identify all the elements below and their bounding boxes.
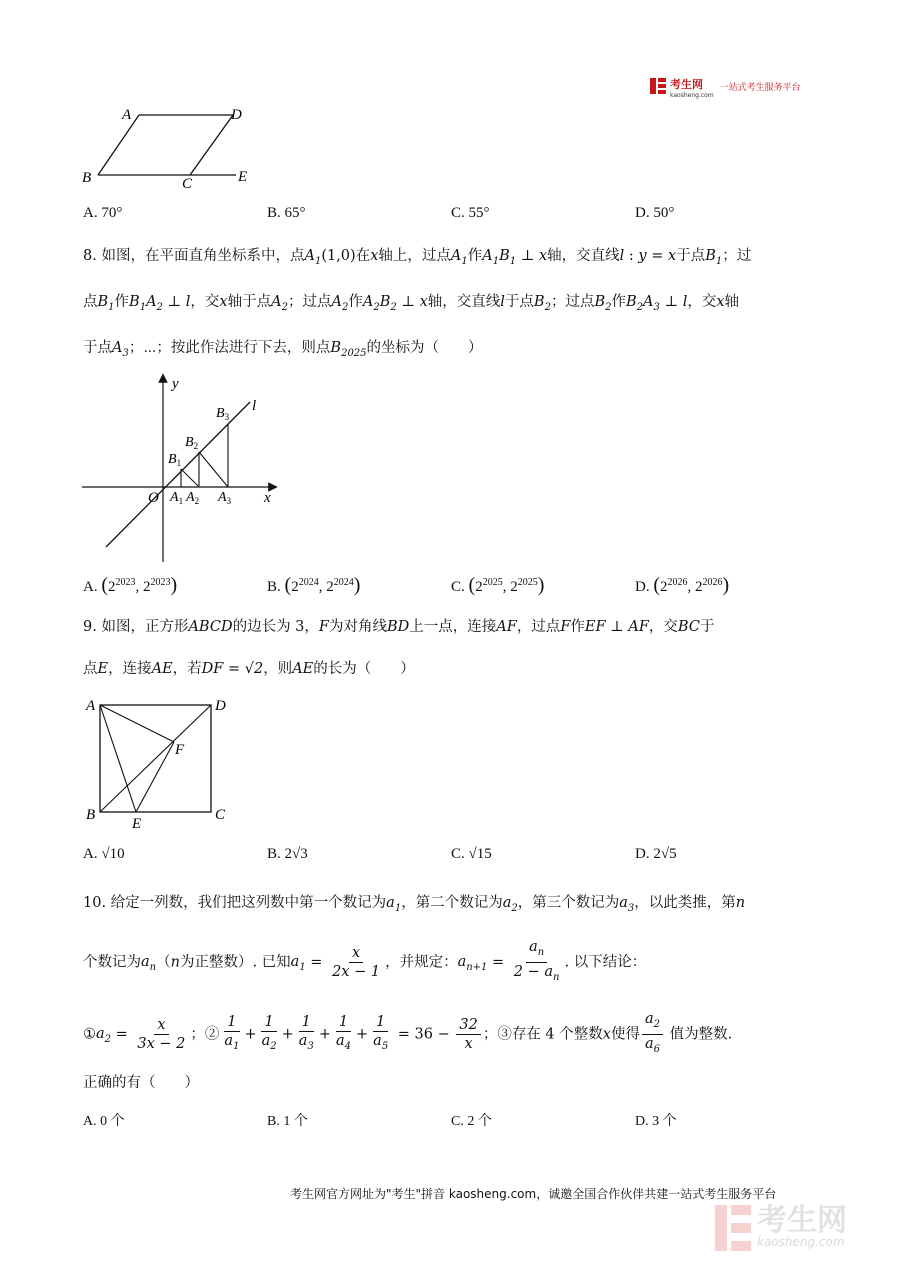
q10-text: 使得 — [610, 1026, 640, 1043]
q8-text: 作 — [114, 294, 130, 310]
q8-line-2: 点$B_1$作$B_1A_2$ ⊥ l，交x轴于点$A_2$；过点$A_2$作$A_2B_2$ ⊥ x轴，交直线l于点$B_2$；过点$B_2$作$B_2A_3$ ⊥ l，交x轴 — [83, 294, 740, 313]
q7-label-D: D — [231, 107, 242, 123]
q7-option-c[interactable]: C. 55° — [451, 205, 490, 221]
q8-text: ；过 — [722, 248, 752, 264]
q10-text: ，第二个数记为 — [401, 895, 503, 911]
q8-text: 的坐标为（ ） — [366, 340, 483, 356]
q8-coordinate-figure — [78, 372, 278, 567]
q8-text: ；⋯；按此作法进行下去，则点 — [128, 340, 331, 356]
q7-option-b[interactable]: B. 65° — [267, 205, 306, 221]
q8-text: 作 — [611, 294, 626, 310]
q8-label-B3: $B_3$ — [216, 406, 230, 422]
q9-text: ，若 — [172, 661, 202, 677]
q9-math: ABCD — [188, 619, 233, 635]
q10-line-2: 个数记为$a_n(n$为正整数）. 已知$a_1$ = $\frac{x}{2x - 1}$ ，并规定：$a_{n+1}$ = $\frac{a_n}{2 - a_n}$ . 以下结论： — [83, 939, 647, 983]
q10-option-c[interactable]: C. 2 个 — [451, 1114, 492, 1129]
q10-text: 给定一列数，我们把这列数中第一个数记为 — [110, 895, 387, 911]
q9-line-2 — [83, 658, 415, 680]
q9-math: F — [560, 619, 571, 635]
q8-text: 于点 — [676, 248, 706, 264]
header-logo — [650, 73, 801, 99]
q9-math: AF — [496, 619, 517, 635]
q10-text: = 36 − — [397, 1026, 450, 1043]
q9-text: 的长为（ ） — [313, 661, 415, 677]
q10-text: ，以此类推，第 — [634, 895, 736, 911]
q9-text: 为对角线 — [328, 619, 387, 635]
q9-text: 作 — [570, 619, 585, 635]
q9-label-B: B — [86, 807, 96, 823]
watermark-wordmark — [757, 1203, 847, 1249]
q10-text: 值为整数. — [669, 1026, 733, 1043]
q9-math: E — [97, 661, 109, 677]
logo-icon — [650, 78, 666, 94]
q9-label-F: F — [175, 742, 185, 758]
q9-math: BC — [677, 619, 700, 635]
q8-text: 轴上，过点 — [378, 248, 451, 264]
q9-text: ，过点 — [516, 619, 561, 635]
q10-text: ；② — [190, 1026, 220, 1043]
q8-text: 如图，在平面直角坐标系中，点 — [101, 248, 305, 264]
q9-text: 的边长为 3， — [232, 619, 319, 635]
q9-option-d[interactable]: D. 2√5 — [635, 846, 677, 862]
q8-label-A2: $A_2$ — [186, 490, 200, 506]
q8-label-O: O — [148, 490, 159, 506]
q9-text: ，连接 — [108, 661, 152, 677]
q9-text: ，交 — [648, 619, 678, 635]
q8-text: 作 — [348, 294, 363, 310]
q8-number: 8. — [83, 248, 97, 264]
q9-option-b[interactable]: B. 2√3 — [267, 846, 308, 862]
q9-option-a[interactable]: A. √10 — [83, 846, 125, 862]
q8-text: 于点 — [504, 294, 534, 310]
q9-math: AE — [292, 661, 314, 677]
q9-math: F — [318, 619, 329, 635]
q8-label-B1: $B_1$ — [168, 452, 182, 468]
q8-text: ；过点 — [550, 294, 595, 310]
q9-option-c[interactable]: C. √15 — [451, 846, 492, 862]
header-tagline: 一站式考生服务平台 — [719, 82, 801, 93]
q7-parallelogram-figure — [78, 100, 268, 195]
q8-label-A1: $A_1$ — [170, 490, 184, 506]
q9-text: 如图，正方形 — [101, 619, 189, 635]
q8-text: 于点 — [83, 340, 112, 356]
q9-text: ，则 — [263, 661, 293, 677]
logo-wordmark — [670, 73, 714, 99]
q7-option-a[interactable]: A. 70° — [83, 205, 123, 221]
q9-math: AE — [151, 661, 173, 677]
q10-line-3: $①a_2$ = $\frac{x}{3x - 2}$ ；② $\frac{1}{a_1}$ + $\frac{1}{a_2}$ + $\frac{1}{a_3}$ + $\frac{1}{a_4}$ + $\frac{1}{a_5}$ = 36 − $\frac{32}{x}$ ；③存在 4 个整数x使得 $\frac{a_2}{a_6}$ 值为整数. — [83, 1011, 733, 1055]
q7-label-B: B — [82, 170, 92, 186]
q8-label-x: x — [264, 490, 271, 506]
q9-line-1 — [83, 616, 714, 638]
q8-text: 轴，交直线 — [427, 294, 501, 310]
q7-label-C: C — [182, 176, 193, 192]
q9-math: DF = √2 — [201, 661, 264, 677]
q10-math: n — [735, 895, 746, 911]
q8-label-B2: $B_2$ — [185, 435, 199, 451]
watermark-domain: kaosheng.com — [757, 1235, 845, 1249]
q8-option-a[interactable]: A. ($2^{2023}$, $2^{2023}$) — [83, 574, 178, 596]
q10-text: ① — [83, 1026, 96, 1043]
watermark-text: 考生网 — [757, 1203, 847, 1238]
q10-number: 10. — [83, 895, 107, 911]
q8-option-c[interactable]: C. ($2^{2025}$, $2^{2025}$) — [451, 574, 545, 596]
q10-text: ；③存在 4 个整数 — [482, 1026, 603, 1043]
q10-text: ，并规定： — [385, 954, 458, 971]
q9-text: 上一点，连接 — [409, 619, 497, 635]
q8-text: 轴于点 — [227, 294, 272, 310]
q10-text: 为正整数）. 已知 — [179, 954, 291, 971]
q9-label-E: E — [132, 816, 142, 832]
q8-text: 作 — [467, 248, 483, 264]
q8-coord: (1,0) — [321, 248, 356, 264]
q8-line-1: 8. 如图，在平面直角坐标系中，点$A_1(1,0)$在x轴上，过点$A_1$作$A_1B_1$ ⊥ x轴，交直线l : y = x于点$B_1$；过 — [83, 248, 752, 267]
q10-prompt: 正确的有（ ） — [83, 1075, 199, 1091]
q9-math: EF ⊥ AF — [584, 619, 649, 635]
q8-option-d[interactable]: D. ($2^{2026}$, $2^{2026}$) — [635, 574, 730, 596]
q8-text: 轴，交直线 — [547, 248, 620, 264]
q8-text: ，交 — [190, 294, 220, 310]
q7-label-E: E — [238, 169, 248, 185]
watermark-logo-icon — [715, 1205, 751, 1251]
q9-label-A: A — [86, 698, 96, 714]
q10-line-1: 10. 给定一列数，我们把这列数中第一个数记为$a_1$，第二个数记为$a_2$，第三个数记为$a_3$，以此类推，第n — [83, 895, 746, 914]
q10-text: ，第三个数记为 — [517, 895, 620, 911]
q10-option-a[interactable]: A. 0 个 — [83, 1114, 125, 1129]
q9-number: 9. — [83, 619, 97, 635]
q10-text: 个数记为 — [83, 954, 141, 971]
q9-square-figure — [78, 692, 238, 832]
q9-text: 点 — [83, 661, 98, 677]
q7-label-A: A — [122, 107, 132, 123]
q10-text: （ — [156, 954, 171, 971]
q8-text: ，交 — [687, 294, 717, 310]
q10-text: . 以下结论： — [564, 954, 647, 971]
q7-option-d[interactable]: D. 50° — [635, 205, 675, 221]
logo-domain: kaosheng.com — [670, 92, 714, 99]
q9-text: 于 — [699, 619, 715, 635]
q8-text: 轴 — [724, 294, 740, 310]
q8-text: 点 — [83, 294, 98, 310]
q10-math: n — [170, 954, 180, 971]
watermark — [715, 1205, 847, 1251]
q8-text: 在 — [355, 248, 371, 264]
q8-option-b[interactable]: B. ($2^{2024}$, $2^{2024}$) — [267, 574, 361, 596]
q9-label-C: C — [215, 807, 226, 823]
q8-label-y: y — [172, 376, 179, 392]
q10-option-d[interactable]: D. 3 个 — [635, 1114, 677, 1129]
q9-label-D: D — [215, 698, 226, 714]
logo-text: 考生网 — [670, 78, 703, 91]
q9-math: BD — [386, 619, 410, 635]
q10-option-b[interactable]: B. 1 个 — [267, 1114, 308, 1129]
q8-line-3: 于点$A_3$；⋯；按此作法进行下去，则点$B_{2025}$的坐标为（ ） — [83, 340, 483, 359]
q8-label-A3: $A_3$ — [218, 490, 232, 506]
q8-text: ；过点 — [287, 294, 332, 310]
footer-text: 考生网官方网址为"考生"拼音 kaosheng.com，诚邀全国合作伙伴共建一站式考生服务平台 — [290, 1187, 777, 1201]
q8-label-l: l — [252, 398, 257, 414]
